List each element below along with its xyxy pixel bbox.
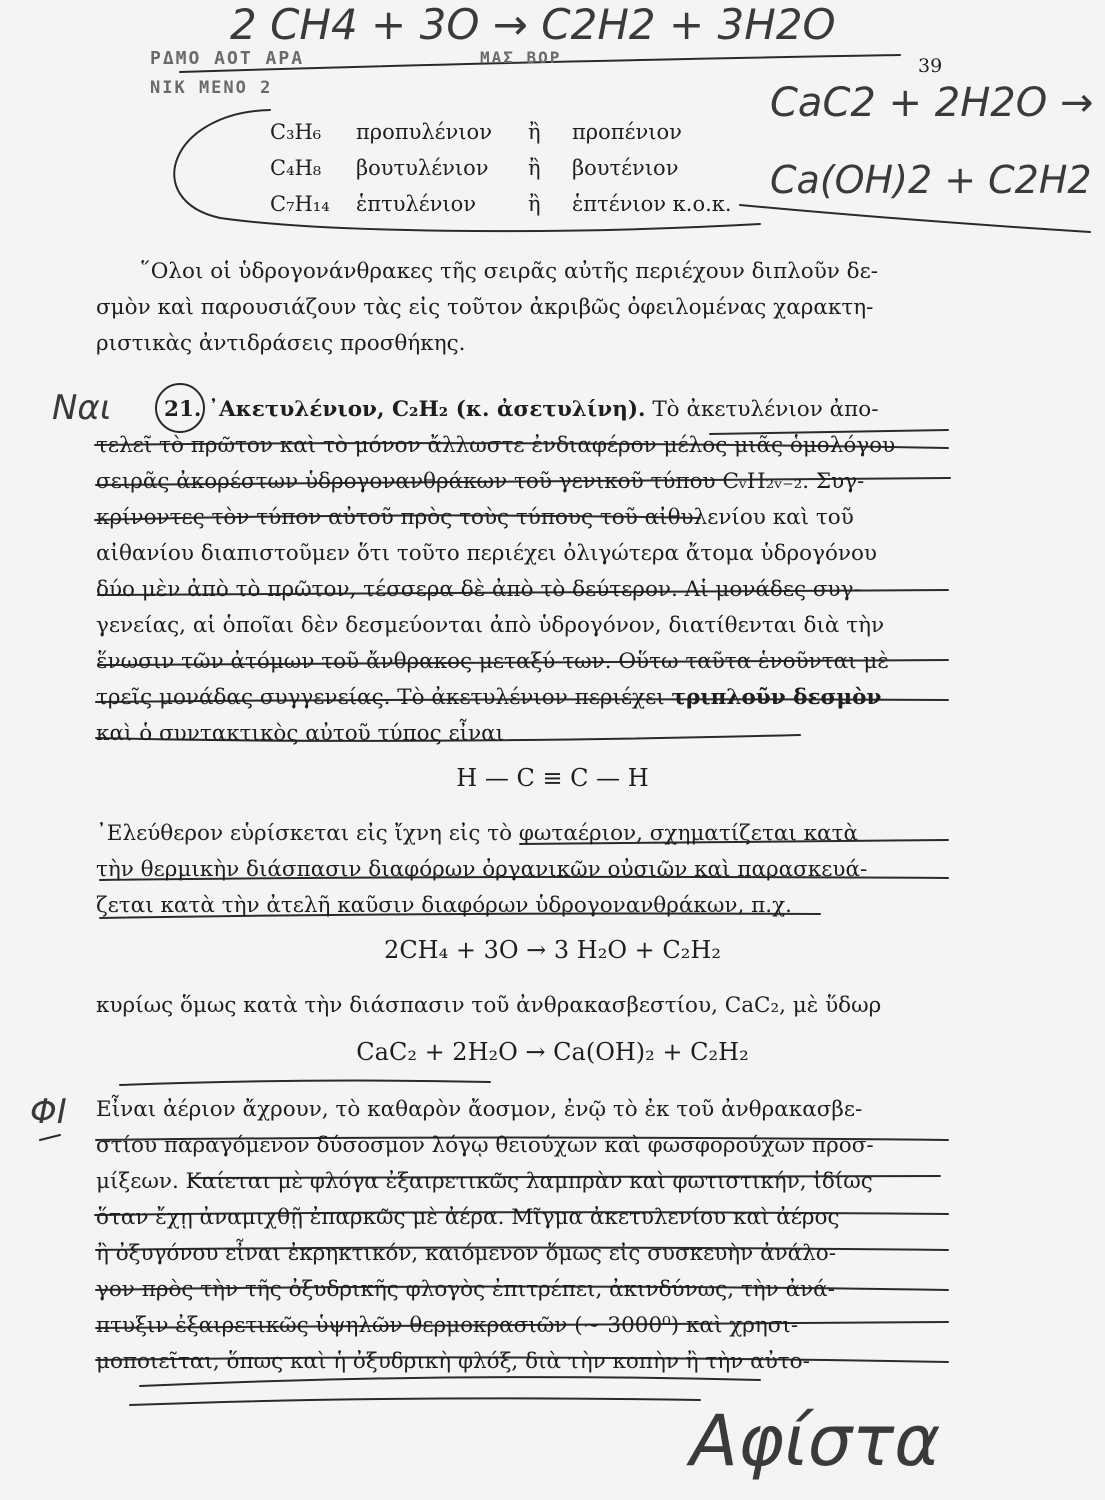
series-alt: ἑπτένιον κ.ο.κ. [572, 192, 732, 216]
paragraph-2-after: καὶ ὁ συντακτικὸς αὐτοῦ τύπος εἶναι [96, 721, 505, 746]
paragraph-2-last-line [96, 680, 946, 716]
paragraph-5-line: μίξεων. Καίεται μὲ φλόγα ἐξαιρετικῶς λαμπρὰν καὶ φωτιστικήν, ἰδίως [96, 1169, 873, 1194]
paragraph-3-line: τὴν θερμικὴν διάσπασιν διαφόρων ὀργανικῶν οὐσιῶν καὶ παρασκευά- [96, 857, 868, 882]
paragraph-1-line: σμὸν καὶ παρουσιάζουν τὰς εἰς τοῦτον ἀκριβῶς ὀφειλομένας χαρακτη- [96, 295, 874, 320]
paragraph-3-line: ᾽Ελεύθερον εὑρίσκεται εἰς ἴχνη εἰς τὸ φωταέριον, σχηματίζεται κατὰ [96, 821, 858, 846]
paragraph-5-line: μοποιεῖται, ὅπως καὶ ἡ ὀξυδρικὴ φλόξ, διὰ τὴν κοπὴν ἢ τὴν αὐτο- [96, 1349, 810, 1374]
paragraph-2-line: αἰθανίου διαπιστοῦμεν ὅτι τοῦτο περιέχει ὀλιγώτερα ἄτομα ὑδρογόνου [96, 541, 877, 566]
equation-2: CaC₂ + 2H₂O → Ca(OH)₂ + C₂H₂ [356, 1038, 749, 1066]
handwritten-margin-eq-2: Ca(OH)2 + C2H2 [770, 158, 1092, 202]
paragraph-3-line: ζεται κατὰ τὴν ἀτελῆ καῦσιν διαφόρων ὑδρογονανθράκων, π.χ. [96, 893, 792, 918]
paragraph-5-line: πτυξιν ἐξαιρετικῶς ὑψηλῶν θερμοκρασιῶν (∼ 3000⁰) καὶ χρησι- [96, 1313, 799, 1338]
stamp-line-2: ΝΙΚ ΜΕΝΟ 2 [150, 78, 273, 98]
paragraph-1-line: ῞Ολοι οἱ ὑδρογονάνθρακες τῆς σειρᾶς αὐτῆς περιέχουν διπλοῦν δε- [140, 259, 879, 284]
handwritten-note-nai: Ναι [52, 388, 112, 428]
series-alt: προπένιον [572, 120, 682, 144]
page-number: 39 [918, 55, 943, 77]
series-name: ἑπτυλένιον [356, 192, 477, 216]
paragraph-2-last-start: τρεῖς μονάδας συγγενείας. Τὸ ἀκετυλένιον περιέχει [96, 685, 672, 710]
paragraph-2-line: κρίνοντες τὸν τύπον αὐτοῦ πρὸς τοὺς τύπους τοῦ αἰθυλενίου καὶ τοῦ [96, 505, 854, 530]
paragraph-2-line: δύο μὲν ἀπὸ τὸ πρῶτον, τέσσερα δὲ ἀπὸ τὸ δεύτερον. Αἱ μονάδες συγ- [96, 577, 861, 602]
series-or: ἢ [528, 156, 541, 180]
handwritten-top-equation: 2 CH4 + 3O → C2H2 + 3H2O [230, 0, 836, 49]
series-name: βουτυλένιον [356, 156, 489, 180]
paragraph-5-line: Εἶναι ἀέριον ἄχρουν, τὸ καθαρὸν ἄοσμον, ἐνῷ τὸ ἐκ τοῦ ἀνθρακασβε- [96, 1097, 863, 1122]
triple-bond-term: τριπλοῦν δεσμὸν [671, 685, 882, 710]
margin-eq-underline [740, 205, 1090, 232]
paragraph-2-line: γενείας, αἱ ὁποῖαι δὲν δεσμεύονται ἀπὸ ὑδρογόνον, διατίθενται διὰ τὴν [96, 613, 885, 638]
handwritten-note-phi: ΦΙ [30, 1092, 67, 1132]
paragraph-1-line: ριστικὰς ἀντιδράσεις προσθήκης. [96, 331, 466, 356]
series-formula: C₇H₁₄ [270, 192, 330, 216]
paragraph-2-line: τελεῖ τὸ πρῶτον καὶ τὸ μόνον ἄλλωστε ἐνδιαφέρον μέλος μιᾶς ὁμολόγου [96, 433, 896, 458]
paragraph-5-line: γον πρὸς τὴν τῆς ὀξυδρικῆς φλογὸς ἐπιτρέπει, ἀκινδύνως, τὴν ἀνά- [96, 1277, 835, 1302]
paragraph-5-line: ἢ ὀξυγόνου εἶναι ἐκρηκτικόν, καιόμενον ὅμως εἰς συσκευὴν ἀνάλο- [96, 1241, 837, 1266]
handwritten-signature: Αφίστα [690, 1400, 941, 1482]
section-heading-line [164, 392, 954, 428]
stamp-line-3: ΜΑΣ ΒΟΡ [480, 48, 562, 67]
section-first-line-rest: Τὸ ἀκετυλένιον ἀπο- [652, 397, 879, 422]
series-formula: C₄H₈ [270, 156, 322, 180]
series-alt: βουτένιον [572, 156, 679, 180]
paragraph-2-line: σειρᾶς ἀκορέστων ὑδρογονανθράκων τοῦ γενικοῦ τύπου CᵥH₂ᵥ₋₂. Συγ- [96, 469, 865, 494]
equation-1: 2CH₄ + 3O → 3 H₂O + C₂H₂ [384, 936, 721, 964]
stamp-line-1: ΡΔΜΟ ΑΟΤ ΑΡΑ [150, 48, 305, 69]
series-formula: C₃H₆ [270, 120, 322, 144]
paragraph-5-line: ὅταν ἔχῃ ἀναμιχθῇ ἐπαρκῶς μὲ ἀέρα. Μῖγμα ἀκετυλενίου καὶ ἀέρος [96, 1205, 840, 1230]
paragraph-5-line: στίου παραγόμενον δύσοσμον λόγῳ θειούχων καὶ φωσφορούχων προσ- [96, 1133, 874, 1158]
series-or: ἢ [528, 192, 541, 216]
paragraph-2-line: ἕνωσιν τῶν ἀτόμων τοῦ ἄνθρακος μεταξύ των. Οὕτω ταῦτα ἑνοῦνται μὲ [96, 649, 889, 674]
structural-formula: H — C ≡ C — H [456, 764, 649, 792]
series-or: ἢ [528, 120, 541, 144]
series-name: προπυλένιον [356, 120, 492, 144]
handwritten-margin-eq-1: CaC2 + 2H2O → [770, 80, 1094, 126]
section-heading: ᾽Ακετυλένιον, C₂H₂ (κ. ἀσετυλίνη). [208, 397, 646, 422]
paragraph-4-line: κυρίως ὅμως κατὰ τὴν διάσπασιν τοῦ ἀνθρακασβεστίου, CaC₂, μὲ ὕδωρ [96, 993, 882, 1018]
section-number: 21. [164, 397, 202, 422]
